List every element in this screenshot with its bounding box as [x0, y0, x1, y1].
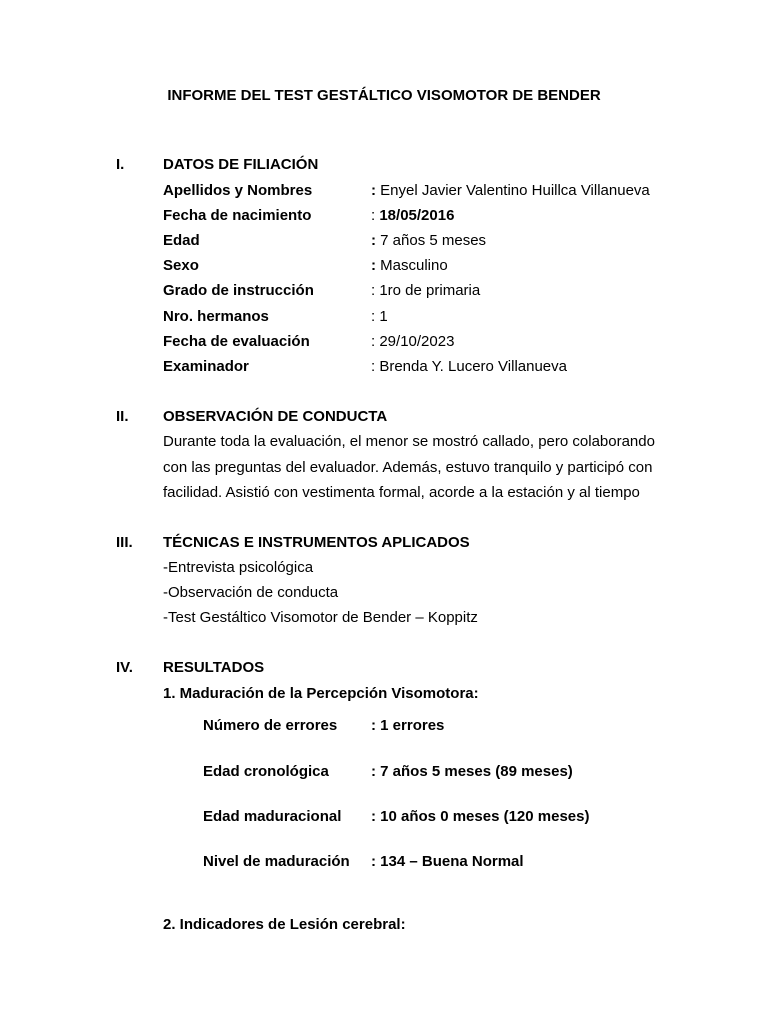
subsection-heading: 1. Maduración de la Percepción Visomotora:: [163, 685, 479, 702]
field-value: [371, 358, 567, 376]
result-label: Nivel de maduración: [203, 853, 350, 870]
field-label: Sexo: [163, 257, 199, 274]
result-label: Número de errores: [203, 717, 338, 734]
field-value-text: 29/10/2023: [375, 333, 455, 350]
paragraph-line: Durante toda la evaluación, el menor se mostró callado, pero colaborando: [163, 433, 655, 450]
result-value: : 7 años 5 meses (89 meses): [371, 763, 573, 780]
subsection-heading: 2. Indicadores de Lesión cerebral:: [163, 916, 406, 933]
document-title: INFORME DEL TEST GESTÁLTICO VISOMOTOR DE BENDER: [167, 87, 601, 104]
field-colon: :: [371, 308, 376, 325]
section-heading: TÉCNICAS E INSTRUMENTOS APLICADOS: [163, 534, 470, 551]
field-value-text: 1ro de primaria: [375, 282, 481, 299]
field-value-text: Enyel Javier Valentino Huillca Villanueva: [376, 182, 650, 199]
field-value-text: Brenda Y. Lucero Villanueva: [375, 358, 567, 375]
field-value-text: Masculino: [376, 257, 448, 274]
field-colon: :: [371, 358, 376, 375]
field-value: [371, 257, 448, 275]
field-label: Fecha de nacimiento: [163, 207, 312, 224]
field-label: Grado de instrucción: [163, 282, 314, 299]
field-colon: :: [371, 282, 376, 299]
field-value: [371, 308, 388, 326]
section-number: II.: [116, 408, 129, 425]
result-value: : 1 errores: [371, 717, 445, 734]
field-colon: :: [371, 333, 376, 350]
field-value: [371, 232, 486, 250]
field-label: Edad: [163, 232, 200, 249]
field-value-text: 18/05/2016: [375, 207, 455, 224]
field-colon: :: [371, 232, 376, 249]
section-heading: RESULTADOS: [163, 659, 265, 676]
field-label: Nro. hermanos: [163, 308, 269, 325]
result-value: : 134 – Buena Normal: [371, 853, 524, 870]
section-number: I.: [116, 156, 125, 173]
field-value: [371, 282, 480, 300]
field-value: [371, 333, 454, 351]
result-value: : 10 años 0 meses (120 meses): [371, 808, 590, 825]
field-value-text: 1: [375, 308, 388, 325]
paragraph-line: con las preguntas del evaluador. Además, estuvo tranquilo y participó con: [163, 459, 653, 476]
result-label: Edad cronológica: [203, 763, 329, 780]
technique-item: -Entrevista psicológica: [163, 559, 314, 576]
field-colon: :: [371, 257, 376, 274]
technique-item: -Test Gestáltico Visomotor de Bender – Koppitz: [163, 609, 478, 626]
field-label: Examinador: [163, 358, 249, 375]
field-value: [371, 182, 650, 200]
section-heading: OBSERVACIÓN DE CONDUCTA: [163, 408, 388, 425]
section-number: IV.: [116, 659, 133, 676]
field-colon: :: [371, 207, 376, 224]
section-heading: DATOS DE FILIACIÓN: [163, 156, 319, 173]
field-label: Fecha de evaluación: [163, 333, 310, 350]
result-label: Edad maduracional: [203, 808, 342, 825]
field-label: Apellidos y Nombres: [163, 182, 313, 199]
paragraph-line: facilidad. Asistió con vestimenta formal, acorde a la estación y al tiempo: [163, 484, 640, 501]
field-value-text: 7 años 5 meses: [376, 232, 487, 249]
technique-item: -Observación de conducta: [163, 584, 339, 601]
section-number: III.: [116, 534, 133, 551]
field-colon: :: [371, 182, 376, 199]
field-value: [371, 207, 454, 225]
